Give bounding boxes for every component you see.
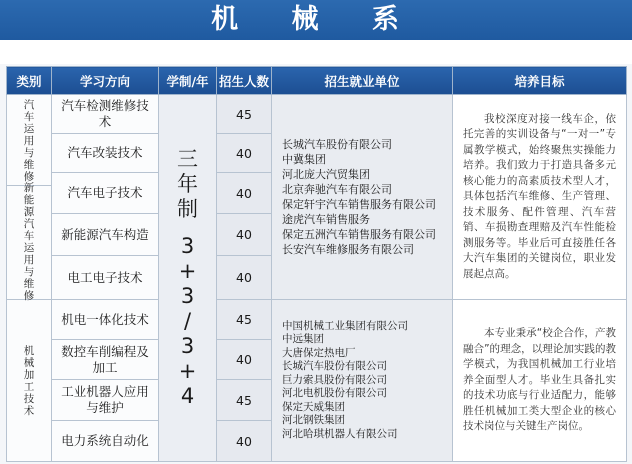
enrollment-cell: 40 [217,256,272,300]
header-category: 类别 [7,67,52,95]
direction-cell: 数控车削编程及加工 [52,340,159,380]
enrollment-cell: 40 [217,134,272,173]
enrollment-cell: 40 [217,173,272,214]
direction-cell: 汽车改装技术 [52,134,159,173]
category-label: 汽车运用与维修 [23,98,35,183]
category-label: 新能源汽车运用与维修 [23,182,35,302]
goal-auto: 我校深度对接一线车企，依托完善的实训设备与“一对一”专属教学模式，始终聚焦实操能力培养。我们致力于打造具备多元核心能力的高素质技术型人才，具体包括汽车维修、生产管理、技术服务、配件管理、汽车营销、车损勘查理赔及汽车性能检测服务等。毕业后可直接胜任各大汽车集团的关键岗位，职业发展起点高。 [453,95,627,300]
enrollment-cell: 40 [217,340,272,380]
enrollment-cell: 45 [217,300,272,340]
goal-mech: 本专业秉承“校企合作，产教融合”的理念，以理论加实践的教学模式，为我国机械加工行业培养全面型人才。毕业生具备扎实的技术功底与行业适配力，能够胜任机械加工类大型企业的核心技术岗位与关键生产岗位。 [453,300,627,462]
direction-cell: 电工电子技术 [52,256,159,300]
direction-cell: 工业机器人应用与维护 [52,380,159,421]
title-spacer [0,40,632,64]
direction-cell: 机电一体化技术 [52,300,159,340]
table-row [7,300,627,340]
program-table [6,66,627,462]
category-auto [7,95,52,300]
enrollment-cell: 40 [217,421,272,462]
units-auto: 长城汽车股份有限公司 中冀集团 河北庞大汽贸集团 北京奔驰汽车有限公司 保定轩宇汽车销售服务有限公司 途虎汽车销售服务 保定五洲汽车销售服务有限公司 长安汽车维修服务有限公司 [272,95,453,300]
page-title: 机 械 系 [211,4,421,35]
units-mech: 中国机械工业集团有限公司 中远集团 大唐保定热电厂 长城汽车股份有限公司 巨力索具股份有限公司 河北电机股份有限公司 保定天威集团 河北钢铁集团 河北哈琪机器人有限公司 [272,300,453,462]
enrollment-cell: 40 [217,214,272,256]
direction-cell: 电力系统自动化 [52,421,159,462]
header-goal: 培养目标 [453,67,627,95]
enrollment-cell: 45 [217,380,272,421]
header-enrollment: 招生人数 [217,67,272,95]
enrollment-cell: 45 [217,95,272,134]
duration-cell: 三 年 制 3 + 3 / 3 + 4 [159,95,217,462]
direction-cell: 新能源汽车构造 [52,214,159,256]
header-units: 招生就业单位 [272,67,453,95]
direction-cell: 汽车检测维修技术 [52,95,159,134]
header-duration: 学制/年 [159,67,217,95]
header-direction: 学习方向 [52,67,159,95]
table-header-row [7,67,627,95]
table-row [7,95,627,134]
category-label: 机械加工技术 [23,344,35,417]
direction-cell: 汽车电子技术 [52,173,159,214]
category-mech [7,300,52,462]
